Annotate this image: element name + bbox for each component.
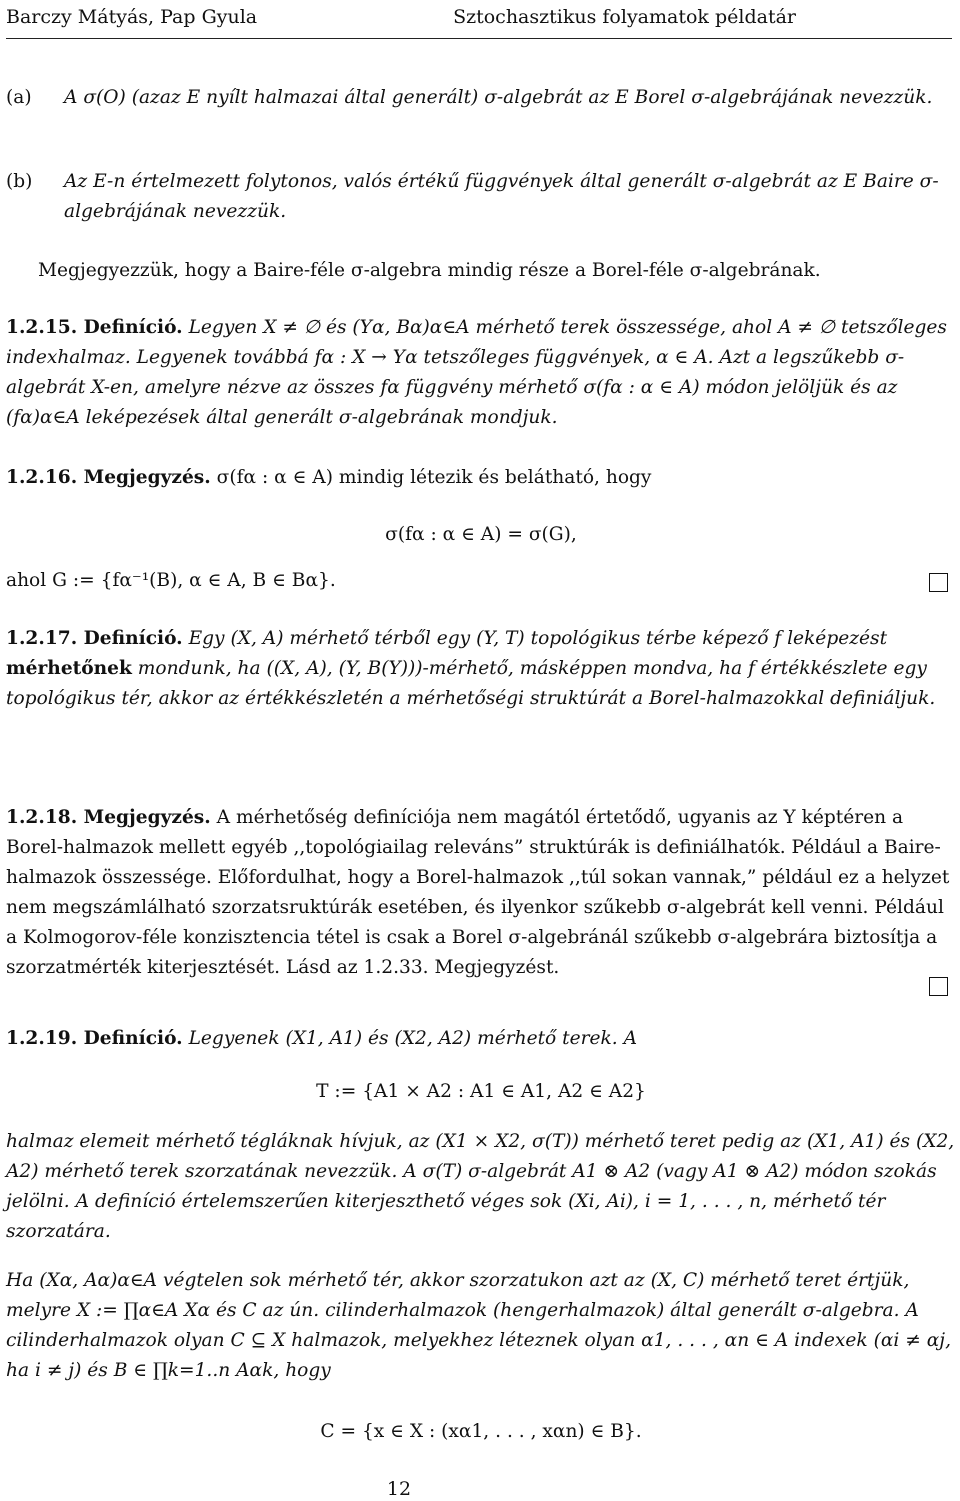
definition-1-2-17-number: 1.2.17. Definíció. (6, 628, 183, 649)
definition-1-2-19-intro: Legyenek (X1, A1) és (X2, A2) mérhető terek. A (188, 1028, 638, 1049)
remark-1-2-16-after: ahol G := {fα⁻¹(B), α ∈ A, B ∈ Bα}. (6, 570, 336, 591)
remark-1-2-18-text: A mérhetőség definíciója nem magától értetődő, ugyanis az Y képtéren a Borel-halmazok mellett egyéb ,,topológiailag releváns” struktúrák is definiálhatók. Például a Baire-halmazok összessége. Előfordulhat, hogy a Borel-halmazok ,,túl sokan vannak,” például ez a helyzet nem megszámlálható szorzatsruktúrák esetében, és ilyenkor szűkebb σ-algebrát kell venni. Például a Kolmogorov-féle konzisztencia tétel is csak a Borel σ-algebránál szűkebb σ-algebrára biztosítja a szorzatmérték kiterjesztését. Lásd az 1.2.33. Megjegyzést. (6, 807, 950, 978)
remark-1-2-16 (6, 463, 956, 493)
remark-1-2-16-text: σ(fα : α ∈ A) mindig létezik és belátható, hogy (216, 467, 652, 488)
page-header (0, 0, 960, 40)
definition-1-2-19-formula: T := {A1 × A2 : A1 ∈ A1, A2 ∈ A2} (316, 1081, 646, 1102)
item-b (6, 167, 960, 227)
remark-1-2-18 (6, 803, 956, 983)
item-b-text: Az E-n értelmezett folytonos, valós értékű függvények által generált σ-algebrát az E Baire σ-algebrájának nevezzük. (64, 171, 939, 222)
item-a-text: A σ(O) (azaz E nyílt halmazai által generált) σ-algebrát az E Borel σ-algebrájának nevezzük. (64, 87, 933, 108)
definition-1-2-15 (6, 313, 956, 433)
header-authors: Barczy Mátyás, Pap Gyula (6, 6, 258, 28)
definition-1-2-17-bold-term: mérhetőnek (6, 658, 132, 679)
definition-1-2-15-number: 1.2.15. Definíció. (6, 317, 183, 338)
definition-1-2-19 (6, 1024, 956, 1054)
remark-1-2-16-formula: σ(fα : α ∈ A) = σ(G), (385, 524, 577, 545)
definition-1-2-19-text2: Ha (Xα, Aα)α∈A végtelen sok mérhető tér, akkor szorzatukon azt az (X, C) mérhető teret értjük, melyre X := ∏α∈A Xα és C az ún. cilinderhalmazok (hengerhalmazok) által generált σ-algebra. A cilinderhalmazok olyan C ⊆ X halmazok, melyekhez léteznek olyan α1, . . . , αn ∈ A indexek (αi ≠ αj, ha i ≠ j) és B ∈ ∏k=1..n Aαk, hogy (6, 1270, 951, 1381)
definition-1-2-19-formula2: C = {x ∈ X : (xα1, . . . , xαn) ∈ B}. (320, 1421, 642, 1442)
item-b-label: (b) (6, 171, 33, 192)
definition-1-2-19-number: 1.2.19. Definíció. (6, 1028, 183, 1049)
definition-1-2-15-text: Legyen X ≠ ∅ és (Yα, Bα)α∈A mérhető terek összessége, ahol A ≠ ∅ tetszőleges indexhalmaz. Legyenek továbbá fα : X → Yα tetszőleges függvények, α ∈ A. Azt a legszűkebb σ-algebrát X-en, amelyre nézve az összes fα függvény mérhető σ(fα : α ∈ A) módon jelöljük és az (fα)α∈A leképezések által generált σ-algebrának mondjuk. (6, 317, 947, 428)
definition-1-2-19-text: halmaz elemeit mérhető tégláknak hívjuk, az (X1 × X2, σ(T)) mérhető teret pedig az (X1, A1) és (X2, A2) mérhető terek szorzatának nevezzük. A σ(T) σ-algebrát A1 ⊗ A2 (vagy A1 ⊗ A2) módon szokás jelölni. A definíció értelemszerűen kiterjeszthető véges sok (Xi, Ai), i = 1, . . . , n, mérhető tér szorzatára. (6, 1131, 955, 1242)
definition-1-2-17-text-b: mondunk, ha ((X, A), (Y, B(Y)))-mérhető, másképpen mondva, ha f értékkészlete egy topológikus tér, akkor az értékkészletén a mérhetőségi struktúrát a Borel-halmazokkal definiáljuk. (6, 658, 936, 709)
header-rule (6, 38, 952, 39)
definition-1-2-17 (6, 624, 956, 714)
item-a (6, 83, 960, 113)
definition-1-2-17-text-a: Egy (X, A) mérhető térből egy (Y, T) topológikus térbe képező f leképezést (188, 628, 888, 649)
remark-baire: Megjegyezzük, hogy a Baire-féle σ-algebra mindig része a Borel-féle σ-algebrának. (38, 260, 821, 281)
qed-square (929, 977, 948, 996)
header-title: Sztochasztikus folyamatok példatár (453, 6, 796, 28)
remark-1-2-16-number: 1.2.16. Megjegyzés. (6, 467, 211, 488)
item-a-label: (a) (6, 87, 32, 108)
qed-square (929, 573, 948, 592)
page-number: 12 (386, 1478, 412, 1500)
remark-1-2-18-number: 1.2.18. Megjegyzés. (6, 807, 211, 828)
